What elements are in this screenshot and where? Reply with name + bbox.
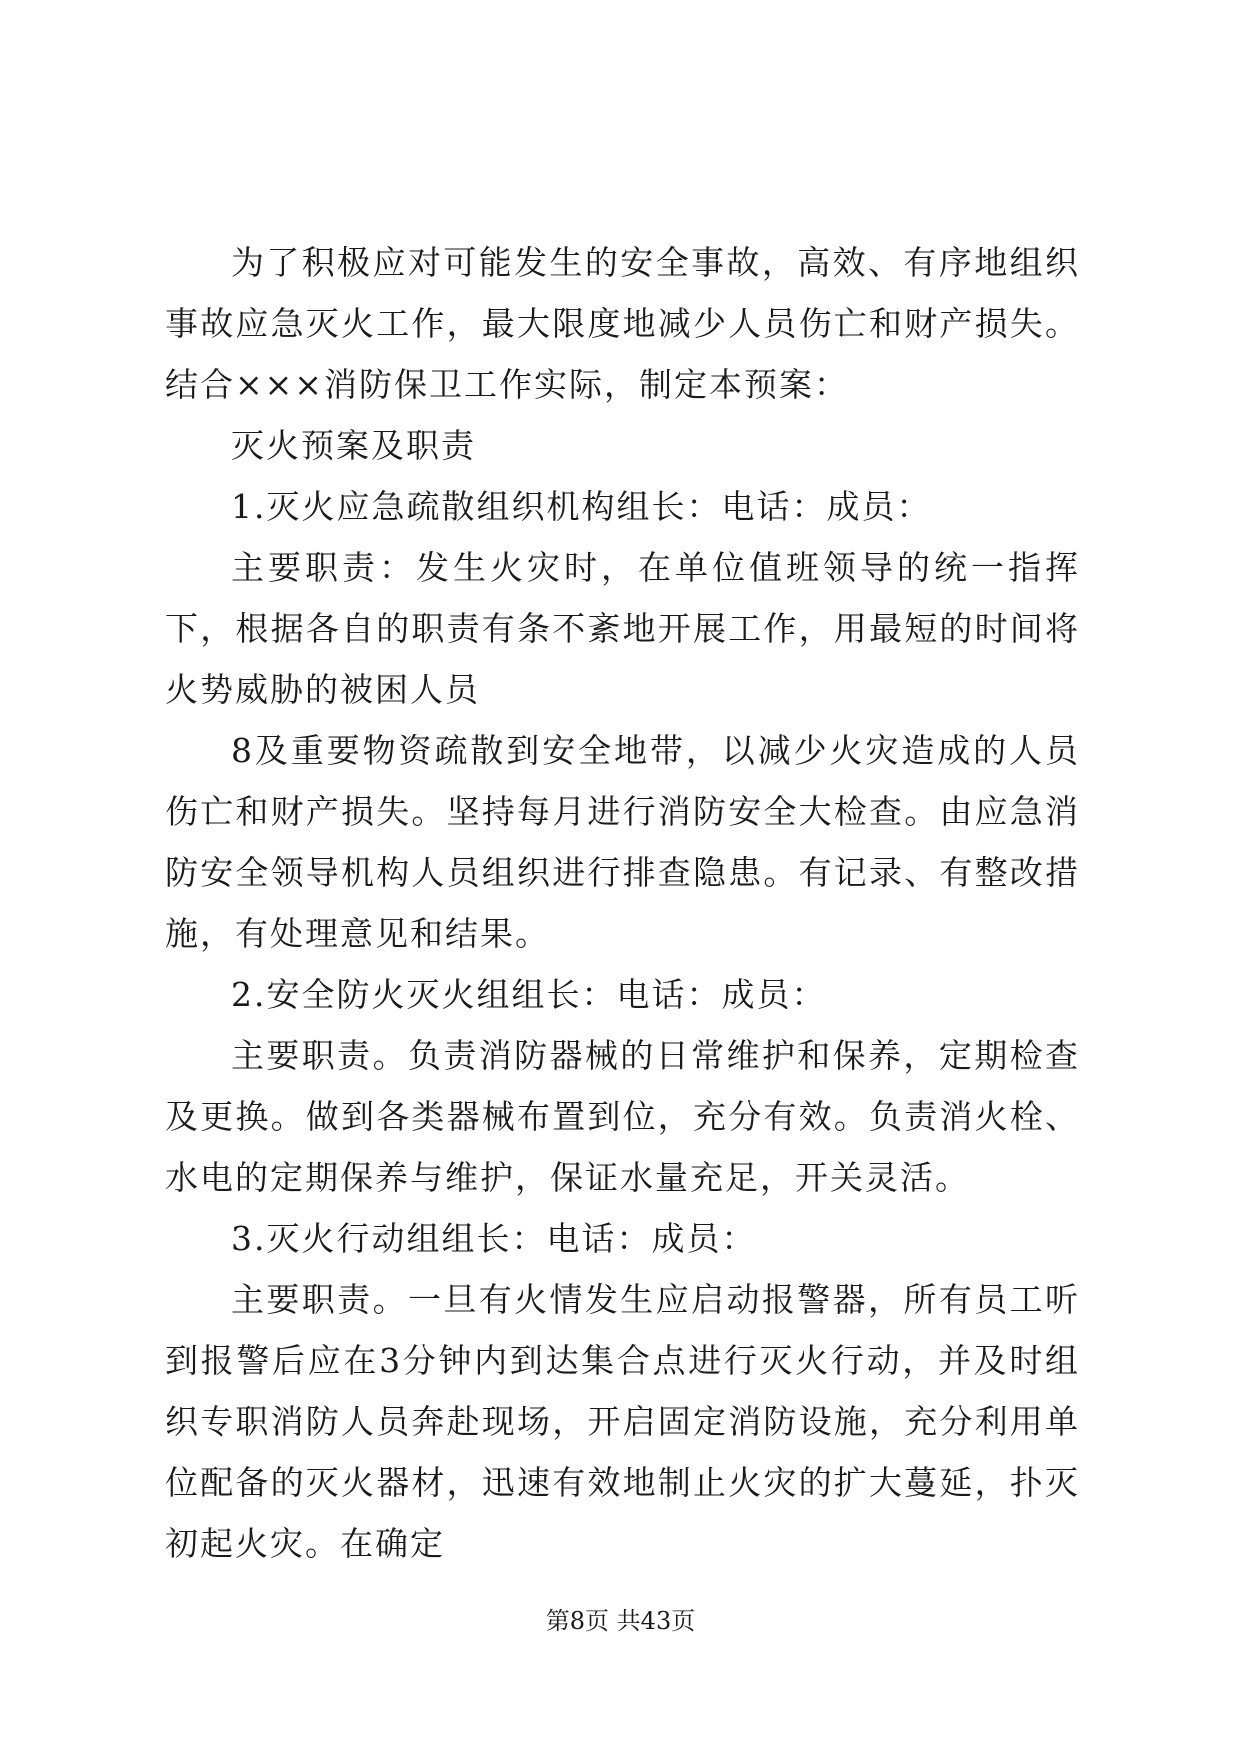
- item-2-duties: 主要职责。负责消防器械的日常维护和保养，定期检查及更换。做到各类器械布置到位，充分有效。负责消火栓、水电的定期保养与维护，保证水量充足，开关灵活。: [165, 1036, 1080, 1197]
- paragraph-intro: 为了积极应对可能发生的安全事故，高效、有序地组织事故应急灭火工作，最大限度地减少人员伤亡和财产损失。结合×××消防保卫工作实际，制定本预案：: [165, 243, 1080, 404]
- item-1-duties: 主要职责：发生火灾时，在单位值班领导的统一指挥下，根据各自的职责有条不紊地开展工作，用最短的时间将火势威胁的被困人员: [165, 548, 1080, 709]
- section-heading: 灭火预案及职责: [231, 426, 476, 465]
- item-1-heading: 1.灭火应急疏散组织机构组长：电话：成员：: [231, 487, 932, 526]
- item-1-duties-continued: 8及重要物资疏散到安全地带，以减少火灾造成的人员伤亡和财产损失。坚持每月进行消防安全大检查。由应急消防安全领导机构人员组织进行排查隐患。有记录、有整改措施，有处理意见和结果。: [165, 731, 1080, 953]
- document-body: [165, 232, 1080, 1574]
- item-2-heading: 2.安全防火灭火组组长：电话：成员：: [231, 975, 827, 1014]
- item-3-heading: 3.灭火行动组组长：电话：成员：: [231, 1219, 757, 1258]
- page-number-footer: 第8页 共43页: [545, 1607, 696, 1635]
- item-3-duties: 主要职责。一旦有火情发生应启动报警器，所有员工听到报警后应在3分钟内到达集合点进行灭火行动，并及时组织专职消防人员奔赴现场，开启固定消防设施，充分利用单位配备的灭火器材，迅速有效地制止火灾的扩大蔓延，扑灭初起火灾。在确定: [165, 1280, 1080, 1563]
